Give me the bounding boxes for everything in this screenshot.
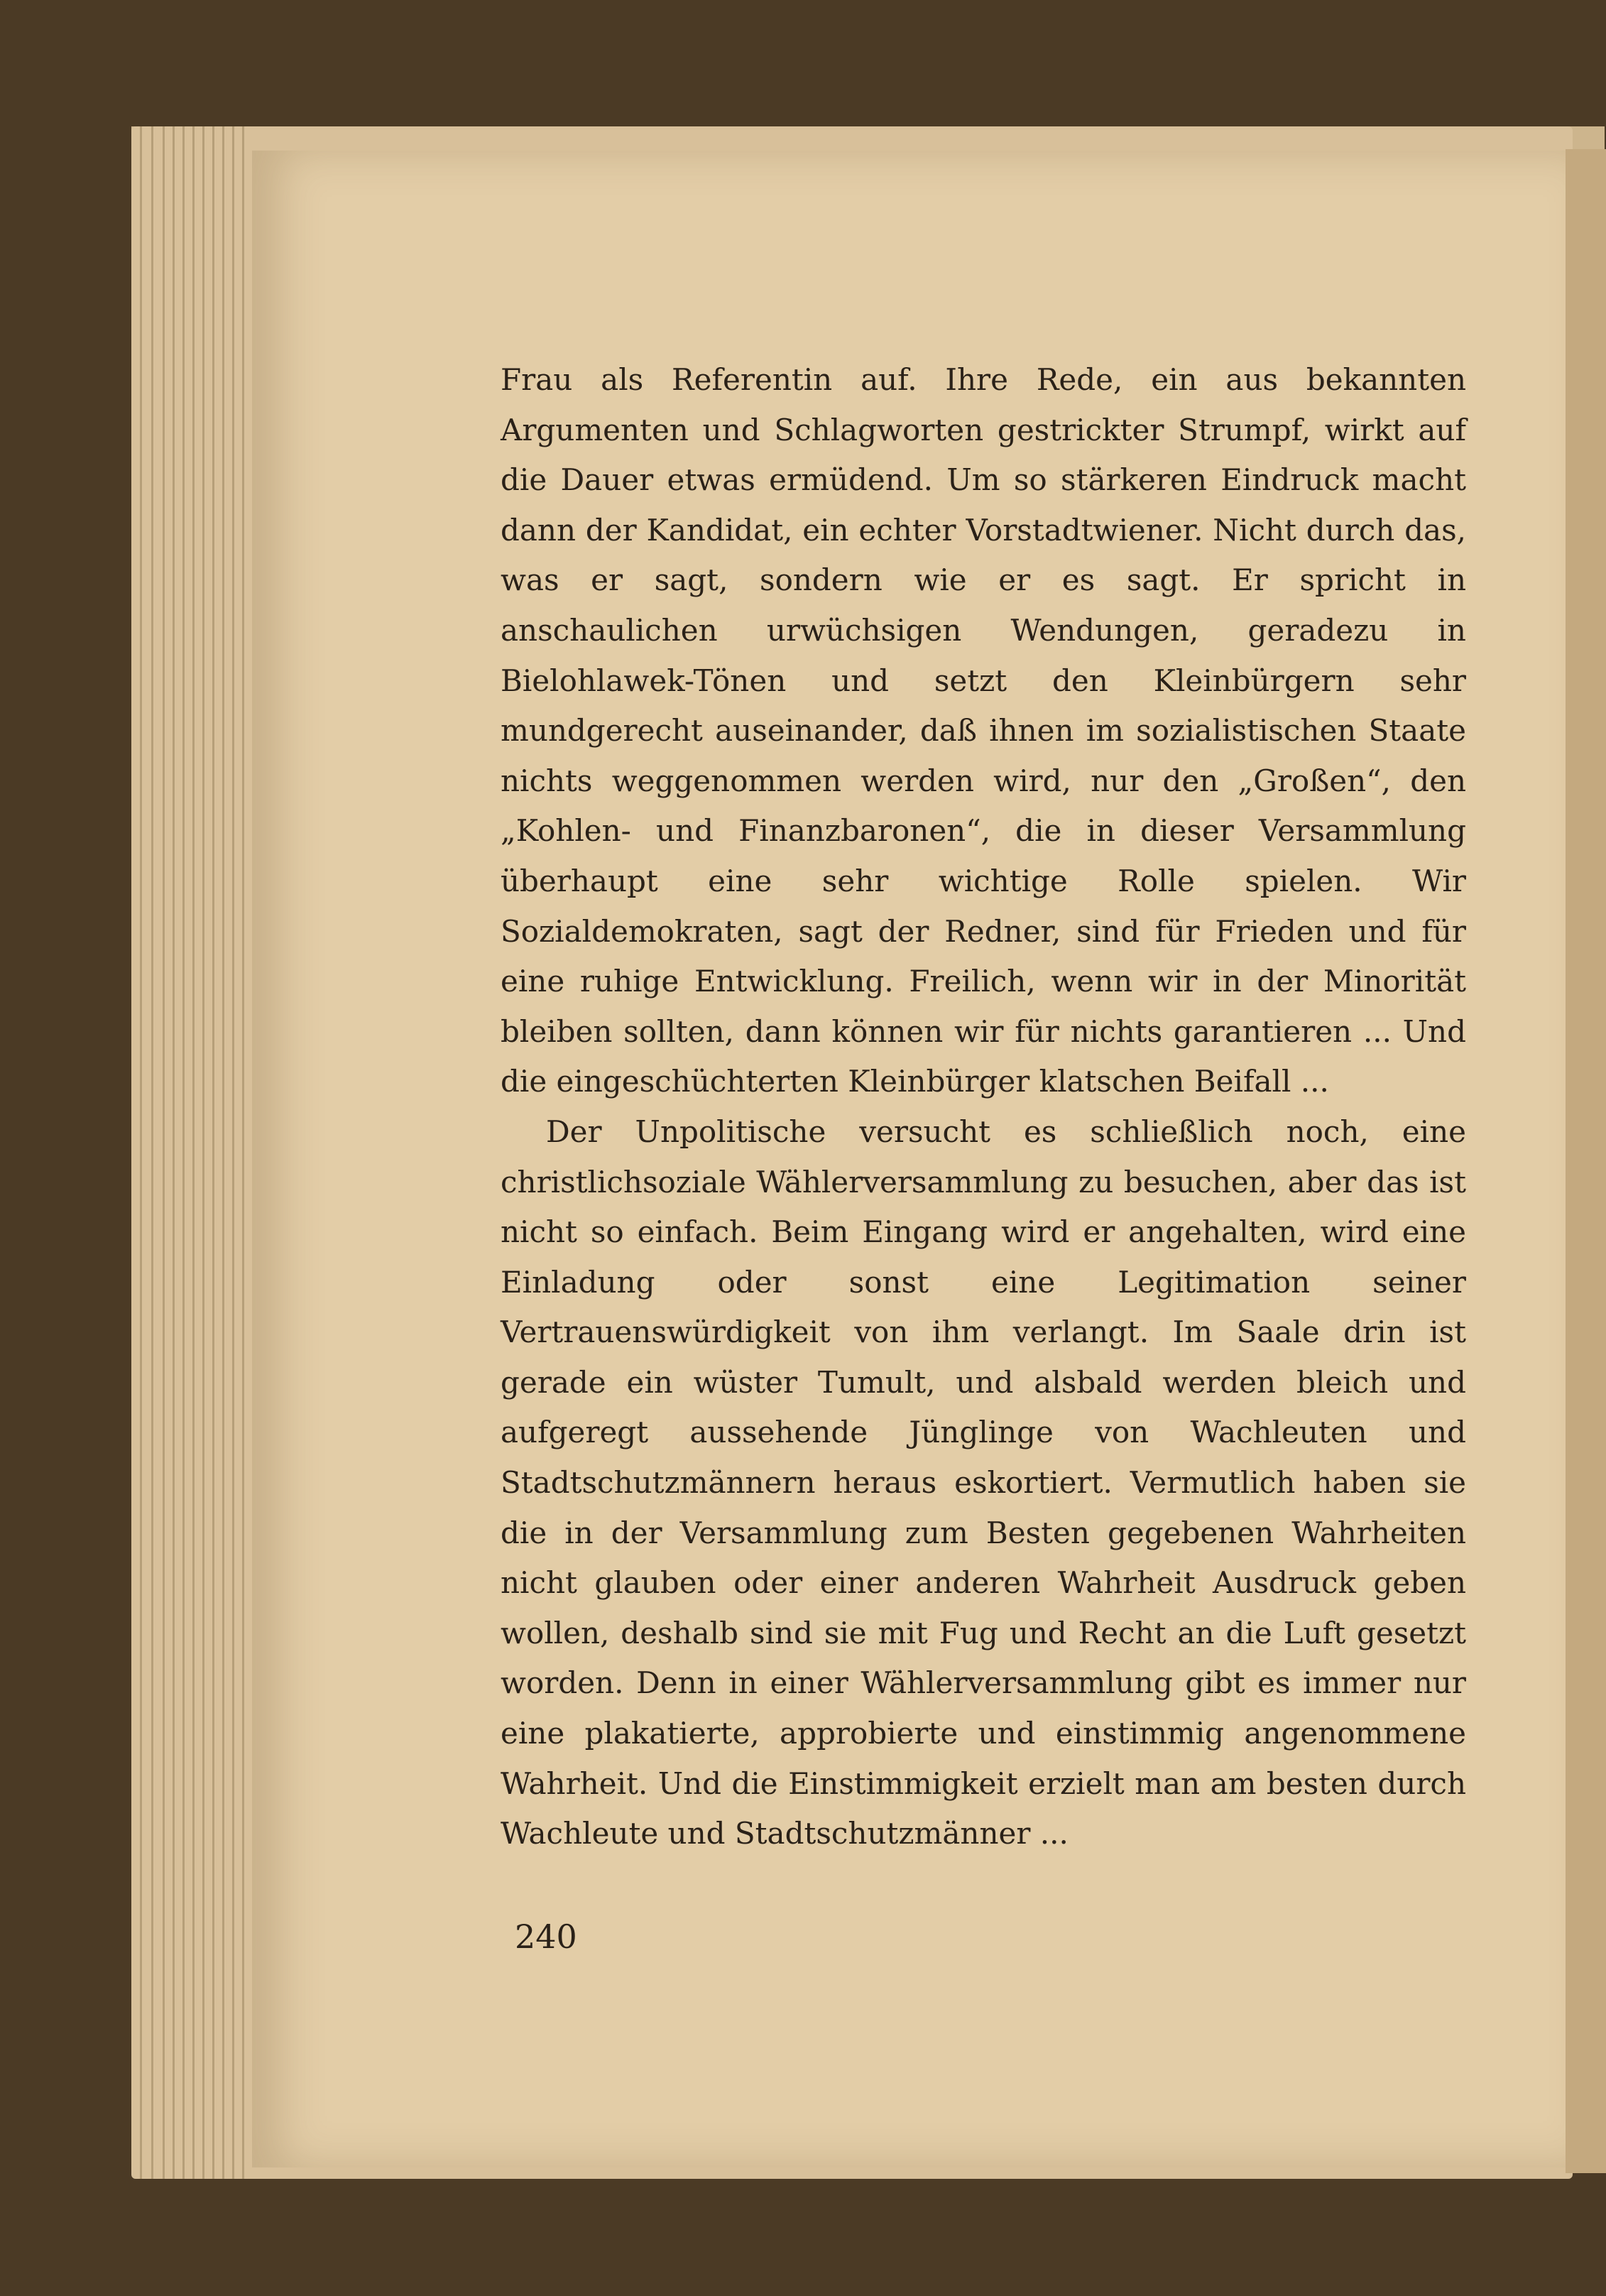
page-number: 240 <box>515 1917 577 1956</box>
page-body-text <box>501 355 1466 1859</box>
facing-page-edge <box>1566 149 1606 2173</box>
paragraph-1: Frau als Referentin auf. Ihre Rede, ein aus bekannten Argumenten und Schlagworten gestrickter Strumpf, wirkt auf die Dauer etwas ermüdend. Um so stärkeren Eindruck macht dann der Kandidat, ein echter Vorstadtwiener. Nicht durch das, was er sagt, sondern wie er es sagt. Er spricht in anschaulichen urwüchsigen Wendungen, geradezu in Bielohlawek-Tönen und setzt den Kleinbürgern sehr mundgerecht auseinander, daß ihnen im sozialistischen Staate nichts weggenommen werden wird, nur den „Großen“, den „Kohlen- und Finanzbaronen“, die in dieser Versammlung überhaupt eine sehr wichtige Rolle spielen. Wir Sozialdemokraten, sagt der Redner, sind für Frieden und für eine ruhige Entwicklung. Freilich, wenn wir in der Minorität bleiben sollten, dann können wir für nichts garantieren ... Und die eingeschüchterten Kleinbürger klatschen Beifall ... <box>501 362 1466 1099</box>
paragraph-2: Der Unpolitische versucht es schließlich noch, eine christlichsoziale Wählerversammlung zu besuchen, aber das ist nicht so einfach. Beim Eingang wird er angehalten, wird eine Einladung oder sonst eine Legitimation seiner Vertrauenswürdigkeit von ihm verlangt. Im Saale drin ist gerade ein wüster Tumult, und alsbald werden bleich und aufgeregt aussehende Jünglinge von Wachleuten und Stadtschutzmännern heraus eskortiert. Vermutlich haben sie die in der Versammlung zum Besten gegebenen Wahrheiten nicht glauben oder einer anderen Wahrheit Ausdruck geben wollen, deshalb sind sie mit Fug und Recht an die Luft gesetzt worden. Denn in einer Wählerversammlung gibt es immer nur eine plakatierte, approbierte und einstimmig angenommene Wahrheit. Und die Einstimmigkeit erzielt man am besten durch Wachleute und Stadtschutzmänner ... <box>501 1114 1466 1851</box>
